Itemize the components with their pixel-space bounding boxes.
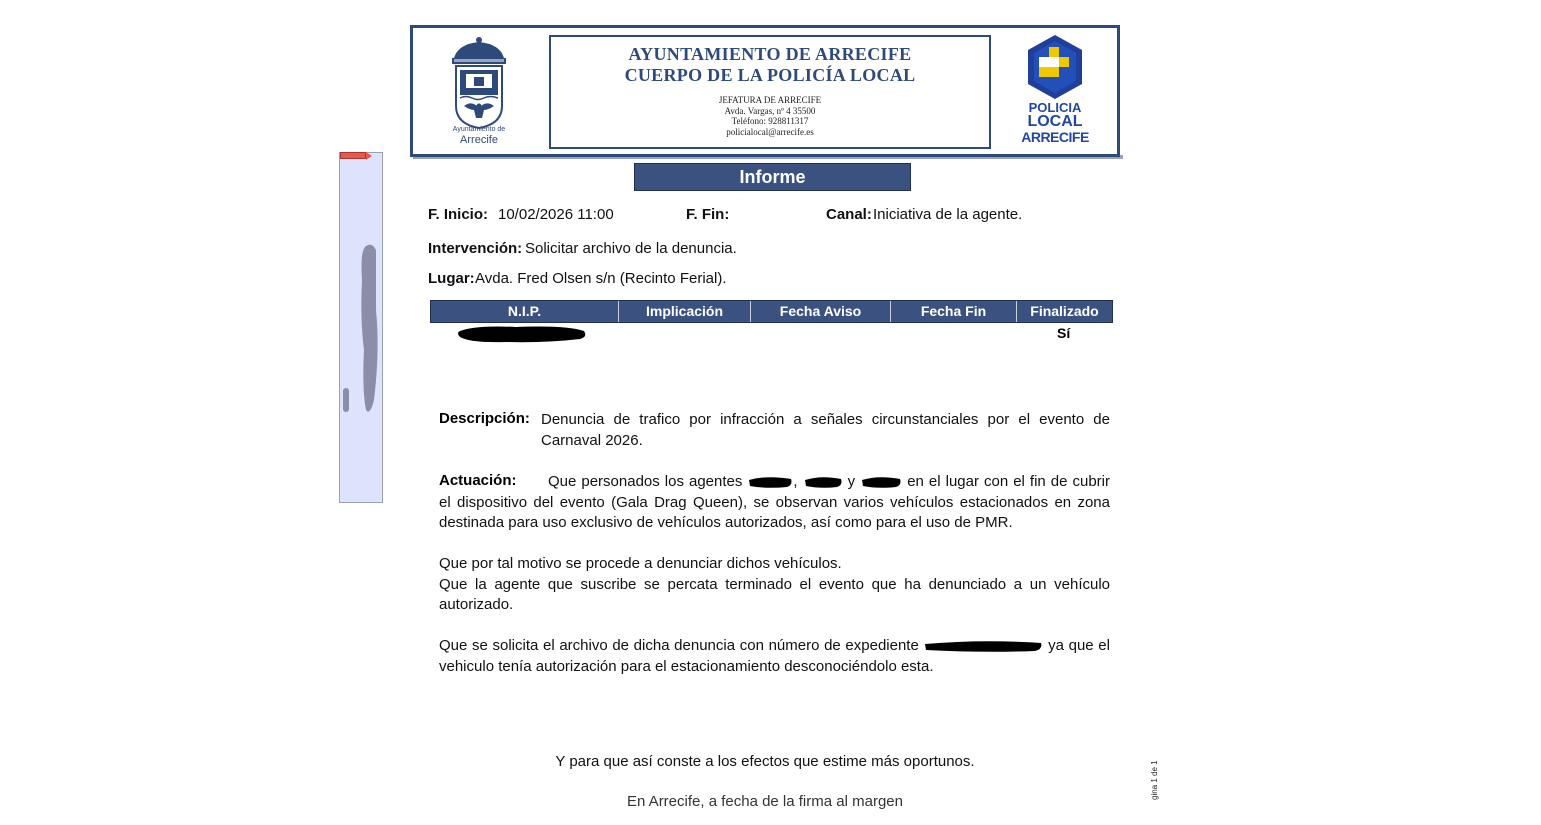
crest-caption-big: Arrecife [460, 134, 498, 146]
actuacion-part1: Que personados los agentes [548, 473, 743, 490]
address-line3: Teléfono: 928811317 [731, 116, 809, 126]
signoff-text: En Arrecife, a fecha de la firma al margen [627, 793, 903, 810]
fecha-inicio-value: 10/02/2026 11:00 [498, 206, 614, 223]
column-header-finalizado: Finalizado [1030, 303, 1099, 319]
paragraph2-line1: Que por tal motivo se procede a denunciar dichos vehículos. [439, 555, 842, 572]
header-title-line2: CUERPO DE LA POLICÍA LOCAL [624, 65, 916, 85]
lugar-label: Lugar: [428, 270, 475, 287]
descripcion-label: Descripción: [439, 410, 530, 427]
table-row-finalizado: Sí [1057, 325, 1071, 341]
paragraph3-part1: Que se solicita el archivo de dicha denuncia con número de expediente [439, 637, 919, 654]
actuacion-sep1: , [793, 473, 798, 490]
actuacion-part2: en el lugar con el fin de cubrir el dispositivo del evento (Gala Drag Queen), se observan varios vehículos estacionados en zona destinada para uso exclusivo de vehículos autorizados, así como para el uso de PMR. [439, 473, 1110, 531]
closing-text: Y para que así conste a los efectos que estime más oportunos. [555, 753, 975, 770]
policia-local-logo-icon [1025, 33, 1085, 101]
header-title-line1: AYUNTAMIENTO DE ARRECIFE [628, 44, 912, 64]
header-title-box [549, 35, 991, 149]
paragraph-archivo [439, 636, 1110, 677]
signature-tag-point [366, 152, 372, 160]
agent-redaction-mark [747, 475, 793, 489]
agents-table-header [430, 300, 1113, 323]
column-header-nip: N.I.P. [431, 301, 619, 322]
logo-text-policia: POLICIA [1028, 100, 1082, 115]
signature-tag [340, 152, 366, 159]
lugar-value: Avda. Fred Olsen s/n (Recinto Ferial). [475, 270, 727, 287]
page-number: gina 1 de 1 [1150, 760, 1159, 800]
nip-redaction-mark [456, 323, 588, 345]
column-header-implicacion: Implicación [619, 301, 751, 322]
side-redaction-mark [340, 240, 382, 420]
paragraph3-part2: ya que el vehiculo tenía autorización para el estacionamiento desconociéndolo esta. [439, 637, 1110, 675]
paragraph2-line2: Que la agente que suscribe se percata terminado el evento que ha denunciado a un vehículo autorizado. [439, 575, 1110, 613]
actuacion-sep2: y [847, 473, 856, 490]
column-header-fecha-fin: Fecha Fin [891, 301, 1017, 322]
logo-text-arrecife: ARRECIFE [1021, 129, 1089, 145]
actuacion-label: Actuación: [439, 472, 517, 489]
paragraph-denuncia [439, 554, 1110, 616]
intervencion-value: Solicitar archivo de la denuncia. [525, 240, 737, 257]
fecha-fin-label: F. Fin: [686, 206, 730, 223]
fecha-inicio-label: F. Inicio: [428, 206, 488, 223]
report-banner: Informe [634, 163, 911, 191]
canal-value: Iniciativa de la agente. [873, 206, 1023, 223]
intervencion-label: Intervención: [428, 240, 523, 257]
descripcion-text: Denuncia de trafico por infracción a señales circunstanciales por el evento de Carnaval 2026. [541, 411, 1110, 449]
address-email: policialocal@arrecife.es [726, 127, 814, 137]
agent-redaction-mark [803, 475, 843, 489]
expediente-redaction-mark [923, 639, 1043, 653]
agent-redaction-mark [860, 475, 902, 489]
canal-label: Canal: [826, 206, 872, 223]
column-header-fecha-aviso: Fecha Aviso [751, 301, 891, 322]
address-line1: JEFATURA DE ARRECIFE [718, 95, 822, 105]
actuacion-text [439, 472, 1110, 534]
logo-text-local: LOCAL [1027, 113, 1083, 130]
address-line2: Avda. Vargas, nº 4 35500 [724, 106, 816, 116]
crest-caption-small: Ayuntamiento de [452, 126, 506, 133]
